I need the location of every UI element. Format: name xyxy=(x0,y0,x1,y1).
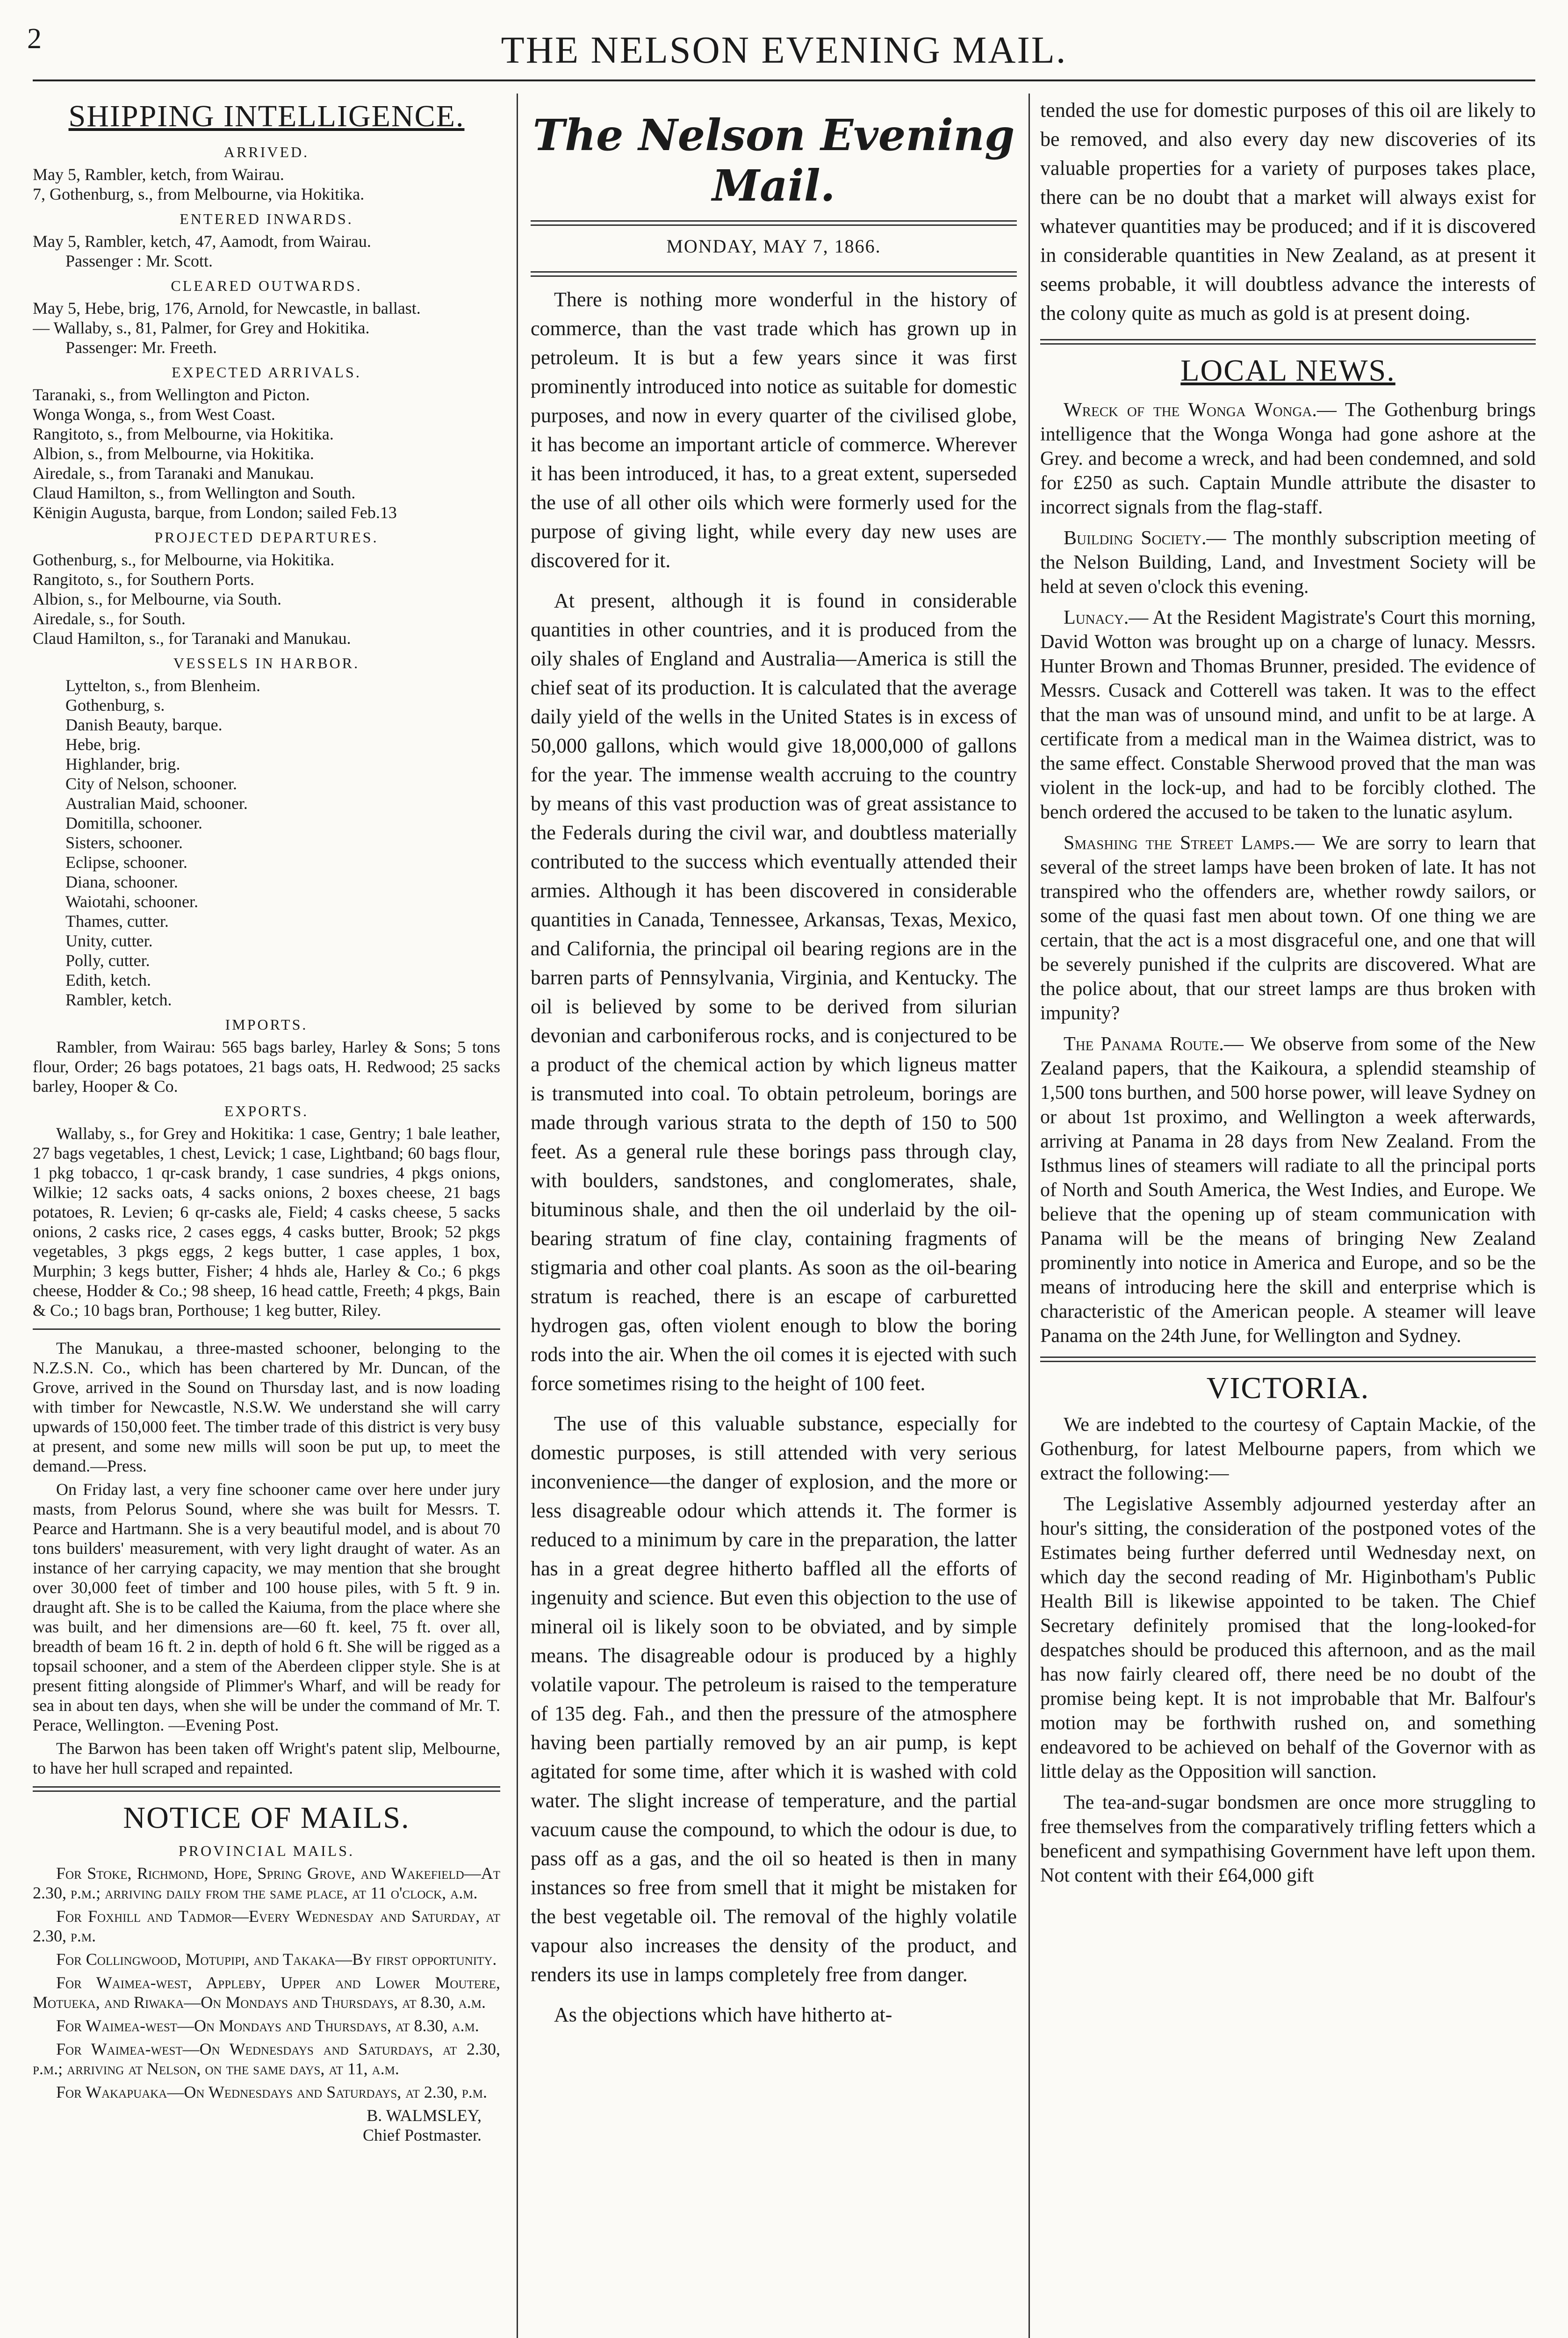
provincial-title: PROVINCIAL MAILS. xyxy=(178,1842,355,1859)
list-item: May 5, Rambler, ketch, from Wairau. xyxy=(33,165,284,184)
projected-title: PROJECTED DEPARTURES. xyxy=(154,529,379,546)
list-item: Sisters, schooner. xyxy=(65,833,183,852)
page-number: 2 xyxy=(27,23,42,55)
mail-entry: For Waimea-west—On Wednesdays and Saturdays, at 2.30, p.m.; arriving at Nelson, on the same days, at 11, a.m. xyxy=(33,2040,500,2078)
list-item: Eclipse, schooner. xyxy=(65,853,187,872)
list-item: Rambler, ketch. xyxy=(65,990,172,1009)
list-item: Thames, cutter. xyxy=(65,912,169,931)
list-item: Passenger : Mr. Scott. xyxy=(65,252,213,270)
divider xyxy=(1040,1357,1536,1362)
signer-title: Chief Postmaster. xyxy=(363,2126,482,2144)
column-editorial xyxy=(531,96,1017,2338)
news-text: We observe from some of the New Zealand papers, that the Kaikoura, a splendid steamship of 1,500 tons burthen, and 500 horse power, will leave Sydney on or about 1st proximo, and Wellington a week afterwards, arriving at Panama in 28 days from New Zealand. From the Isthmus lines of steamers will radiate to all the principal ports of North and South America, the West Indies, and Europe. We believe that the opening up of steam communication with Panama will be the means of bringing New Zealand prominently into notice in America and Europe, and so be the means of introducing here the skill and enterprise which is characteristic of the American people. A steamer will leave Panama on the 24th June, for Wellington and Sydney. xyxy=(1040,1033,1536,1347)
mail-entry: For Waimea-west, Appleby, Upper and Lower Moutere, Motueka, and Riwaka—On Mondays and Thursdays, at 8.30, a.m. xyxy=(33,1973,500,2012)
list-item: Claud Hamilton, s., from Wellington and South. xyxy=(33,483,356,502)
paragraph: There is nothing more wonderful in the history of commerce, than the vast trade which has grown up in petroleum. It is but a few years since it was first prominently introduced into notice as suitable for domestic purposes, and now in every quarter of the civilised globe, it has become an important article of commerce. Wherever it has been introduced, it has, to a great extent, superseded the use of all other oils which were formerly used for the purpose of giving light, while every day new uses are discovered for it. xyxy=(531,288,1017,572)
news-heading: Building Society.— xyxy=(1064,527,1226,549)
top-rule xyxy=(33,79,1535,81)
list-item: Gothenburg, s. xyxy=(65,696,165,714)
exports-text: Wallaby, s., for Grey and Hokitika: 1 case, Gentry; 1 bale leather, 27 bags vegetables, 1 chest, Levick; 1 case, Lightband; 60 bags flour, 1 pkg tobacco, 1 qr-cask brandy, 1 case sundries, 4 pkgs onions, Wilkie; 12 sacks oats, 4 sacks onions, 2 boxes cheese, 21 bags potatoes, R. Levien; 6 qr-casks ale, Field; 4 casks cheese, 5 sacks onions, 2 casks rice, 2 cases eggs, 4 casks butter, Brook; 52 pkgs vegetables, 3 pkgs eggs, 2 kegs butter, 1 case apples, 1 box, Murphin; 3 kegs butter, Fisher; 4 hhds ale, Harley & Co.; 6 pkgs cheese, Hodder & Co.; 98 sheep, 16 head cattle, Freeth; 4 pkgs, Bain & Co.; 10 bags bran, Porthouse; 1 keg butter, Riley. xyxy=(33,1124,500,1320)
list-item: Highlander, brig. xyxy=(65,755,180,773)
paragraph: At present, although it is found in considerable quantities in other countries, and it is produced from the oily shales of England and Australia—America is still the chief seat of its production. It is calculated that the average daily yield of the wells in the United States is in excess of 50,000 gallons, which would give 18,000,000 of gallons for the year. The immense wealth accruing to the country by means of this vast production was of great assistance to the Federals during the civil war, and doubtless materially contributed to the success which eventually attended their armies. Although it has been discovered in considerable quantities in Canada, Tennessee, Arkansas, Texas, Mexico, and California, the principal oil bearing regions are in the barren parts of Pennsylvania, Virginia, and Kentucky. The oil is believed by some to be derived from silurian devonian and carboniferous rocks, and is conjectured to be a product of the chemical action by which ligneus matter is transmuted into coal. To obtain petroleum, borings are made through various strata to the depth of 150 to 500 feet. As a general rule these borings pass through clay, with boulders, sandstones, and conglomerates, shale, bituminous shale, and then the oil underlaid by the oil-bearing stratum of fine clay, containing fragments of stigmaria and other coal plants. As soon as the oil-bearing stratum is reached, there is an escape of carburetted hydrogen gas, often violent enough to blow the boring rods into the air. When the oil comes it is ejected with such force sometimes rising to the height of 100 feet. xyxy=(531,589,1017,1395)
list-item: Passenger: Mr. Freeth. xyxy=(65,338,217,357)
paragraph: On Friday last, a very fine schooner came over here under jury masts, from Pelorus Sound, where she was built for Messrs. T. Pearce and Hartmann. She is a very beautiful model, and is about 70 tons builders' measurement, with very light draught of water. As an instance of her carrying capacity, we may mention that she brought over 30,000 feet of timber and 100 house piles, with 5 ft. 9 in. draught aft. She is to be called the Kaiuma, from the place where she was built, and her dimensions are—60 ft. keel, 75 ft. over all, breadth of beam 16 ft. 2 in. depth of hold 6 ft. She will be rigged as a topsail schooner, and a stem of the Aberdeen clipper style. She is at present fitting alongside of Plimmer's Wharf, and will be ready for sea in about ten days, when she will be under the command of Mr. T. Perace, Wellington. —Evening Post. xyxy=(33,1480,500,1734)
mail-entry: For Collingwood, Motupipi, and Takaka—By first opportunity. xyxy=(56,1950,497,1969)
list-item: Claud Hamilton, s., for Taranaki and Manukau. xyxy=(33,629,351,648)
list-item: Kënigin Augusta, barque, from London; sailed Feb.13 xyxy=(33,503,397,522)
list-item: Wonga Wonga, s., from West Coast. xyxy=(33,405,275,424)
list-item: Taranaki, s., from Wellington and Picton. xyxy=(33,385,310,404)
news-item xyxy=(1040,398,1536,520)
list-item: Lyttelton, s., from Blenheim. xyxy=(65,676,260,695)
news-heading: Lunacy.— xyxy=(1064,607,1149,628)
news-item xyxy=(1040,526,1536,599)
list-item: Edith, ketch. xyxy=(65,971,151,989)
list-item: Polly, cutter. xyxy=(65,951,150,970)
divider xyxy=(531,220,1017,226)
paragraph: We are indebted to the courtesy of Captain Mackie, of the Gothenburg, for latest Melbourne papers, from which we extract the following:— xyxy=(1040,1414,1536,1484)
column-shipping xyxy=(33,96,500,2338)
victoria-title: VICTORIA. xyxy=(1206,1371,1370,1405)
list-item: Waiotahi, schooner. xyxy=(65,892,199,911)
paragraph: The Barwon has been taken off Wright's patent slip, Melbourne, to have her hull scraped and repainted. xyxy=(33,1739,500,1777)
list-item: Australian Maid, schooner. xyxy=(65,794,248,813)
cleared-title: CLEARED OUTWARDS. xyxy=(171,277,362,294)
editorial-date: MONDAY, MAY 7, 1866. xyxy=(666,236,881,257)
news-heading: Wreck of the Wonga Wonga.— xyxy=(1064,399,1337,421)
list-item: — Wallaby, s., 81, Palmer, for Grey and Hokitika. xyxy=(33,318,370,337)
list-item: 7, Gothenburg, s., from Melbourne, via Hokitika. xyxy=(33,185,365,203)
vessels-title: VESSELS IN HARBOR. xyxy=(173,655,360,671)
list-item: Albion, s., for Melbourne, via South. xyxy=(33,590,281,608)
entered-title: ENTERED INWARDS. xyxy=(180,210,353,227)
exports-title: EXPORTS. xyxy=(224,1103,309,1119)
mails-title: NOTICE OF MAILS. xyxy=(123,1801,410,1835)
mail-entry: For Foxhill and Tadmor—Every Wednesday and Saturday, at 2.30, p.m. xyxy=(33,1907,500,1945)
local-news-title: LOCAL NEWS. xyxy=(1180,354,1395,388)
column-rule-2 xyxy=(1029,94,1030,2338)
news-text: At the Resident Magistrate's Court this morning, David Wotton was brought up on a charge of lunacy. Messrs. Hunter Brown and Thomas Brunner, presided. The evidence of Messrs. Cusack and Cotterell was taken. It was to the effect that the man was of unsound mind, and unfit to be at large. A certificate from a medical man in the Waimea district, was to the same effect. Constable Sherwood proved that the man was violent in the lock-up, and had to be forcibly clothed. The bench ordered the accused to be taken to the lunatic asylum. xyxy=(1040,607,1536,823)
list-item: Domitilla, schooner. xyxy=(65,814,202,832)
news-text: We are sorry to learn that several of the street lamps have been broken of late. It has not transpired who the offenders are, whether rowdy sailors, or some of the quasi fast men about town. Of one thing we are certain, that the act is a most disgraceful one, and one that will be severely punished if the culprits are discovered. What are the police about, that our street lamps are thus broken with impunity? xyxy=(1040,832,1536,1024)
paragraph: The Manukau, a three-masted schooner, belonging to the N.Z.S.N. Co., which has been chartered by Mr. Duncan, of the Grove, arrived in the Sound on Thursday last, and is now loading with timber for Newcastle, N.S.W. We understand she will carry upwards of 150,000 feet. The timber trade of this district is very busy at present, and some new mills will soon be put up, to meet the demand.—Press. xyxy=(33,1339,500,1475)
masthead: THE NELSON EVENING MAIL. xyxy=(501,29,1067,71)
paragraph: The tea-and-sugar bondsmen are once more struggling to free themselves from the comparatively trifling fetters which a beneficent and sympathising Government have left upon them. Not content with their £64,000 gift xyxy=(1040,1792,1536,1886)
list-item: Unity, cutter. xyxy=(65,931,153,950)
mail-entry: For Waimea-west—On Mondays and Thursdays, at 8.30, a.m. xyxy=(56,2016,479,2035)
mail-entry: For Stoke, Richmond, Hope, Spring Grove, and Wakefield—At 2.30, p.m.; arriving daily from the same place, at 11 o'clock, a.m. xyxy=(33,1864,500,1902)
paragraph: As the objections which have hitherto at- xyxy=(554,2003,892,2026)
imports-title: IMPORTS. xyxy=(225,1016,308,1033)
paper-title: The Nelson Evening Mail. xyxy=(532,110,1015,211)
list-item: Danish Beauty, barque. xyxy=(65,715,223,734)
list-item: Airedale, s., for South. xyxy=(33,609,186,628)
list-item: Hebe, brig. xyxy=(65,735,141,754)
news-item xyxy=(1040,831,1536,1025)
list-item: May 5, Rambler, ketch, 47, Aamodt, from Wairau. xyxy=(33,232,371,251)
list-item: Rangitoto, s., for Southern Ports. xyxy=(33,570,254,589)
news-item xyxy=(1040,1032,1536,1348)
column-news xyxy=(1040,96,1536,2338)
list-item: Airedale, s., from Taranaki and Manukau. xyxy=(33,464,314,483)
list-item: May 5, Hebe, brig, 176, Arnold, for Newcastle, in ballast. xyxy=(33,299,421,318)
list-item: Diana, schooner. xyxy=(65,873,178,891)
paragraph: tended the use for domestic purposes of this oil are likely to be removed, and also every day new discoveries of its valuable properties for a variety of purposes takes place, there can be no doubt that a market will always exist for whatever quantities may be produced; and if it is discovered in considerable quantities in New Zealand, as at present it seems probable, it will doubtless advance the interests of the colony quite as much as gold is at present doing. xyxy=(1040,99,1536,325)
divider xyxy=(1040,339,1536,345)
divider xyxy=(33,1786,500,1792)
news-item xyxy=(1040,606,1536,824)
arrived-list xyxy=(33,165,500,204)
list-item: City of Nelson, schooner. xyxy=(65,774,237,793)
divider xyxy=(33,1328,500,1330)
imports-text: Rambler, from Wairau: 565 bags barley, Harley & Sons; 5 tons flour, Order; 26 bags potatoes, 21 bags oats, H. Redwood; 25 sacks barley, Hooper & Co. xyxy=(33,1038,500,1096)
column-rule-1 xyxy=(517,94,518,2338)
expected-title: EXPECTED ARRIVALS. xyxy=(172,364,361,381)
mail-entry: For Wakapuaka—On Wednesdays and Saturdays, at 2.30, p.m. xyxy=(56,2083,487,2101)
paragraph: The Legislative Assembly adjourned yesterday after an hour's sitting, the consideration of the postponed votes of the Estimates being further deferred until Wednesday next, on which day the second reading of Mr. Higinbotham's Public Health Bill is likewise appointed to be taken. The Chief Secretary definitely promised that the long-looked-for despatches should be produced this afternoon, and as the mail has now fairly cleared off, there need be no doubt of the promise being kept. It is not improbable that Mr. Balfour's motion may be forthwith rushed on, and something endeavored to be achieved on behalf of the Governor with as little delay as the Opposition will sanction. xyxy=(1040,1494,1536,1782)
arrived-title: ARRIVED. xyxy=(223,144,309,160)
news-text: The monthly subscription meeting of the Nelson Building, Land, and Investment Society will be held at seven o'clock this evening. xyxy=(1040,527,1536,598)
news-heading: Smashing the Street Lamps.— xyxy=(1064,832,1315,854)
list-item: Rangitoto, s., from Melbourne, via Hokitika. xyxy=(33,425,334,443)
news-heading: The Panama Route.— xyxy=(1064,1033,1244,1055)
list-item: Albion, s., from Melbourne, via Hokitika. xyxy=(33,444,314,463)
news-text: The Gothenburg brings intelligence that the Wonga Wonga had gone ashore at the Grey. and become a wreck, and had been condemned, and sold for £250 as such. Captain Mundle attribute the disaster to incorrect signals from the flag-staff. xyxy=(1040,399,1536,518)
signer: B. WALMSLEY, xyxy=(367,2106,482,2125)
list-item: Gothenburg, s., for Melbourne, via Hokitika. xyxy=(33,550,335,569)
paragraph: The use of this valuable substance, especially for domestic purposes, is still attended with very serious inconvenience—the danger of explosion, and the more or less disagreable odour which attends it. The former is reduced to a minimum by care in the preparation, the latter has in a great degree hitherto baffled all the efforts of ingenuity and science. But even this objection to the use of mineral oil is likely soon to be obviated, and by simple means. The disagreable odour is produced by a highly volatile vapour. The petroleum is raised to the temperature of 135 deg. Fah., and then the pressure of the atmosphere having been partially removed by an air pump, is kept agitated for some time, after which it is washed with cold water. The slight increase of temperature, and the partial vacuum cause the compound, to which the odour is due, to pass off as a gas, and the oil so heated is then in many instances so free from smell that it might be mistaken for the best vegetable oil. The removal of the highly volatile vapour also increases the density of the product, and renders its use in lamps completely free from danger. xyxy=(531,1412,1017,1986)
shipping-title: SHIPPING INTELLIGENCE. xyxy=(68,99,465,133)
divider xyxy=(531,271,1017,277)
